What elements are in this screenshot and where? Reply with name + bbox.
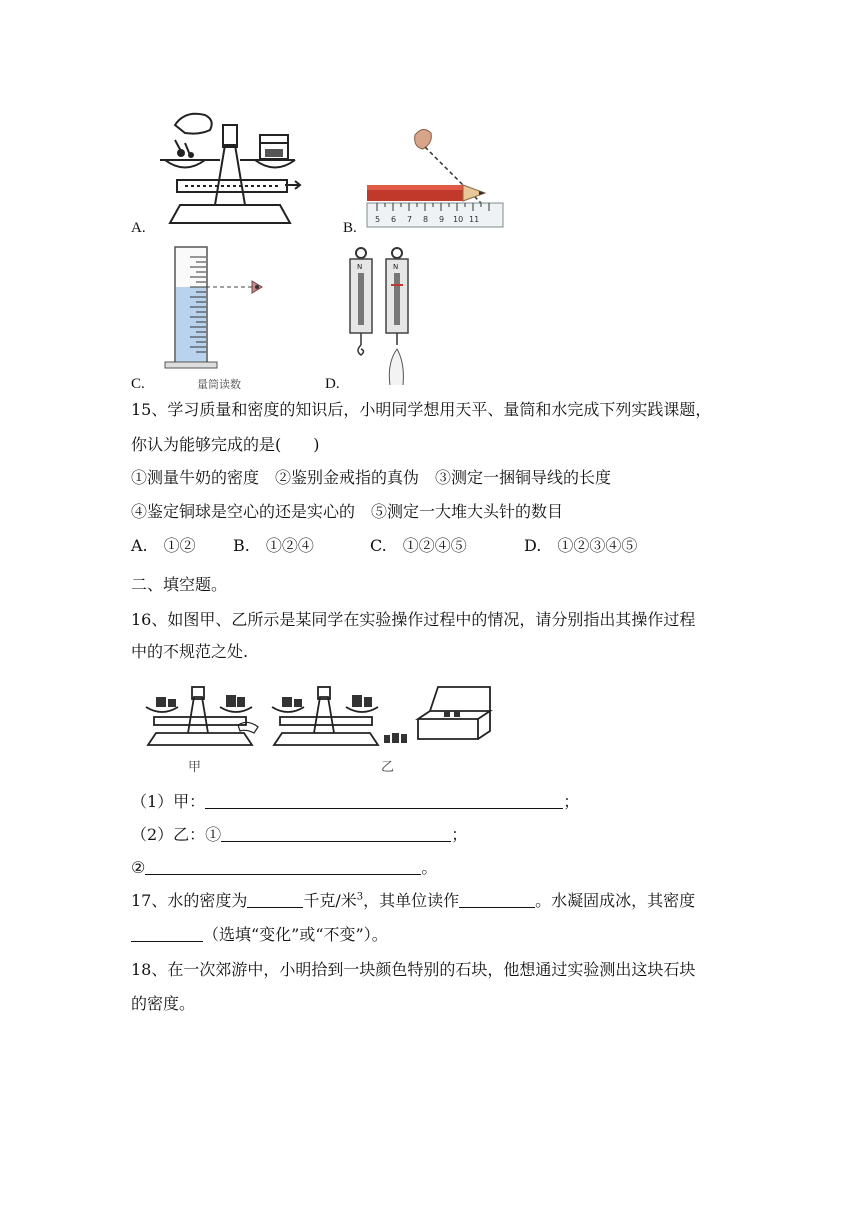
q16-answer-yi-1-suffix: ；	[451, 825, 468, 844]
option-c-label: C.	[131, 376, 145, 392]
balance-figure-a	[155, 105, 305, 230]
svg-text:11: 11	[469, 215, 480, 224]
q17-unit-reading-blank[interactable]	[459, 891, 535, 908]
figure-label-jia: 甲	[188, 760, 202, 775]
q15-line-2: 你认为能够完成的是( )	[131, 435, 320, 454]
q17-line-2	[131, 922, 388, 945]
svg-text:5: 5	[375, 215, 381, 224]
q17-part-5: （选填“变化”或“不变”）。	[203, 925, 388, 944]
q15-choice-d: D. ①②③④⑤	[524, 536, 638, 555]
q16-answer-yi-1-blank[interactable]	[221, 825, 451, 842]
q16-line-1: 16、如图甲、乙所示是某同学在实验操作过程中的情况，请分别指出其操作过程	[131, 610, 696, 629]
q17-line-1	[131, 888, 695, 911]
figure-label-yi: 乙	[381, 760, 395, 775]
q16-answer-yi-2	[131, 855, 437, 878]
q17-part-2: 千克/米	[303, 891, 357, 910]
option-a-label: A.	[131, 220, 146, 236]
q16-answer-yi-2-blank[interactable]	[145, 858, 421, 875]
q17-part-3: ，其单位读作	[363, 891, 460, 910]
option-b-label: B.	[343, 220, 357, 236]
balance-figure-yi	[268, 683, 493, 748]
q16-answer-jia-blank[interactable]	[205, 792, 563, 809]
q18-line-1: 18、在一次郊游中，小明拾到一块颜色特别的石块，他想通过实验测出这块石块	[131, 960, 696, 979]
q15-choice-a: A. ①②	[131, 536, 196, 555]
q17-change-blank[interactable]	[131, 925, 203, 942]
q15-line-3: ①测量牛奶的密度 ②鉴别金戒指的真伪 ③测定一捆铜导线的长度	[131, 468, 612, 487]
balance-figure-jia	[140, 683, 260, 748]
q15-line-1: 15、学习质量和密度的知识后，小明同学想用天平、量筒和水完成下列实践课题，	[131, 400, 712, 419]
q16-answer-jia-prefix: （1）甲：	[131, 792, 206, 811]
q16-line-2: 中的不规范之处.	[131, 642, 249, 661]
q17-unit-superscript: 3	[356, 891, 364, 903]
svg-text:N: N	[393, 263, 399, 271]
section-heading-fill-in: 二、填空题。	[131, 575, 228, 594]
q16-answer-jia-suffix: ；	[563, 792, 580, 811]
q17-part-4: 。水凝固成冰，其密度	[535, 891, 696, 910]
svg-text:9: 9	[439, 215, 445, 224]
q15-line-4: ④鉴定铜球是空心的还是实心的 ⑤测定一大堆大头针的数目	[131, 502, 564, 521]
q17-part-1: 17、水的密度为	[131, 891, 248, 910]
ruler-figure-b	[365, 125, 505, 230]
q16-answer-jia	[131, 789, 579, 812]
q16-answer-yi-2-suffix: 。	[421, 858, 438, 877]
svg-text:8: 8	[423, 215, 429, 224]
q15-choice-b: B. ①②④	[233, 536, 314, 555]
q16-answer-yi-2-prefix: ②	[131, 858, 146, 877]
svg-text:6: 6	[391, 215, 397, 224]
option-d-label: D.	[325, 376, 340, 392]
spring-scale-figure-d	[345, 245, 415, 390]
q17-density-blank[interactable]	[247, 891, 303, 908]
q16-answer-yi-1-prefix: （2）乙：①	[131, 825, 222, 844]
measuring-cylinder-figure-c	[160, 245, 280, 380]
svg-text:N: N	[357, 263, 363, 271]
cylinder-caption: 量筒读数	[197, 378, 241, 391]
q15-choice-c: C. ①②④⑤	[370, 536, 467, 555]
svg-text:7: 7	[407, 215, 413, 224]
q16-answer-yi-1	[131, 822, 467, 845]
q18-line-2: 的密度。	[131, 994, 196, 1013]
svg-text:10: 10	[453, 215, 464, 224]
